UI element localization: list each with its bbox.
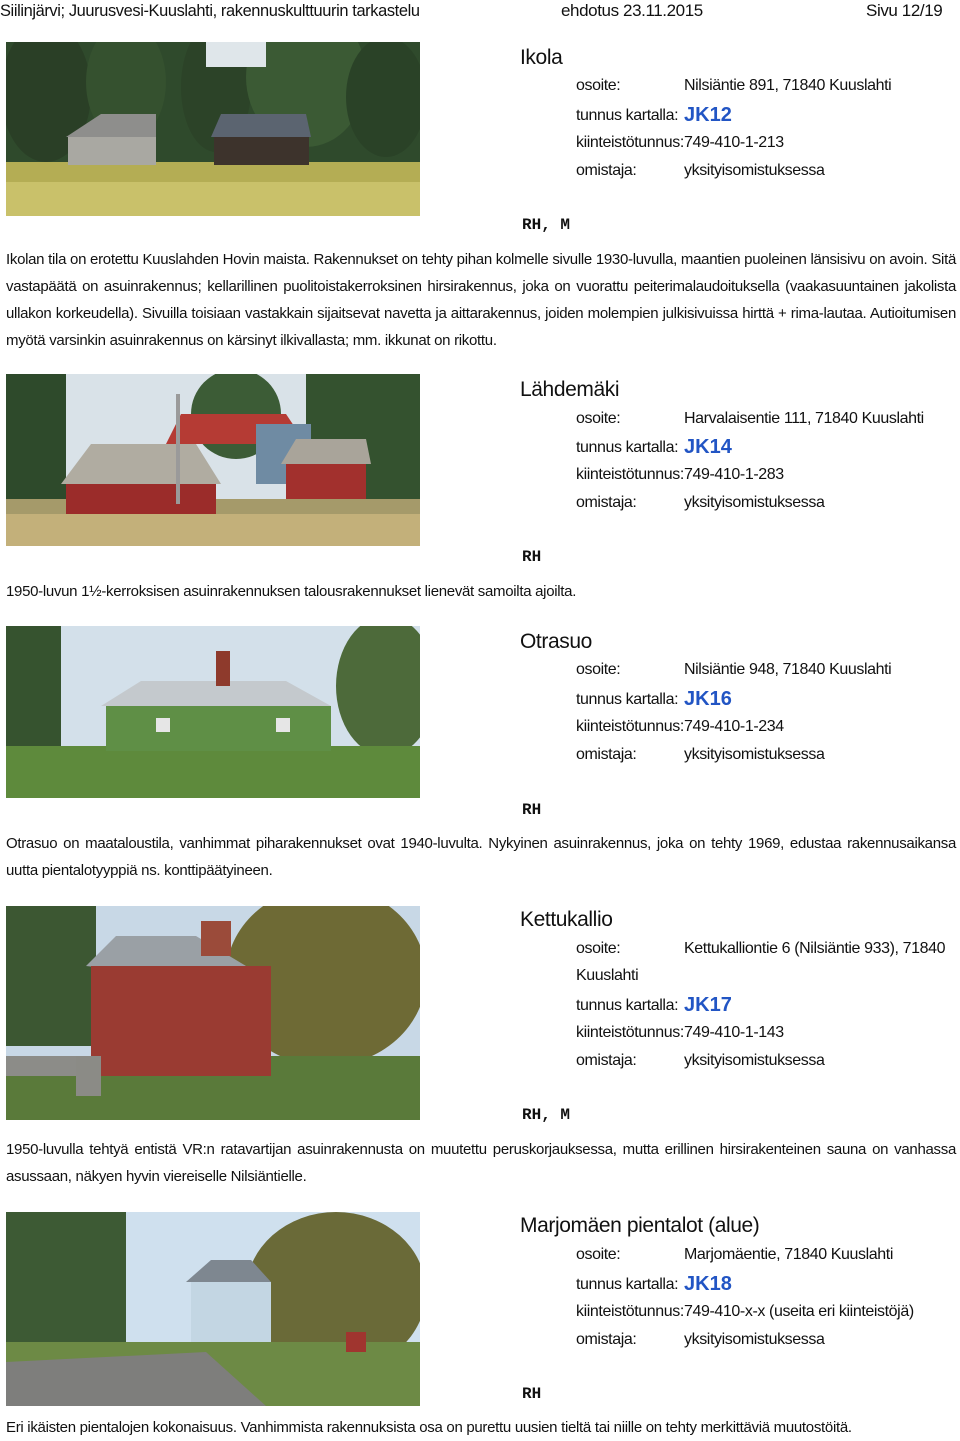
address-value: Marjomäentie, 71840 Kuuslahti (684, 1246, 893, 1263)
map-id-label: tunnus kartalla: (576, 1276, 679, 1293)
address-value: Harvalaisentie 111, 71840 Kuuslahti (684, 410, 924, 427)
property-id-value: 749-410-1-283 (684, 466, 784, 483)
property-id-value: 749-410-1-143 (684, 1024, 784, 1041)
owner-value: yksityisomistuksessa (684, 494, 825, 511)
photo-lahdemaki (6, 374, 420, 546)
address-label: osoite: (576, 661, 621, 678)
map-id-label: tunnus kartalla: (576, 691, 679, 708)
classification-code: RH, M (522, 216, 571, 234)
page-header (0, 0, 960, 26)
map-id-value: JK17 (684, 994, 732, 1016)
owner-label: omistaja: (576, 746, 637, 763)
map-id-value: JK18 (684, 1273, 732, 1295)
address-label: osoite: (576, 77, 621, 94)
photo-kettukallio (6, 906, 420, 1120)
owner-label: omistaja: (576, 162, 637, 179)
property-id-value: 749-410-1-234 (684, 718, 784, 735)
map-id-label: tunnus kartalla: (576, 107, 679, 124)
property-id-label: kiinteistötunnus: (576, 1024, 684, 1041)
owner-value: yksityisomistuksessa (684, 162, 825, 179)
entry-description: Ikolan tila on erotettu Kuuslahden Hovin maista. Rakennukset on tehty pihan kolmelle sivulle 1930-luvulla, maantien puoleinen länsisivu on avoin. Sitä vastapäätä on asuinrakennus; kellarillinen puolitoistakerroksinen hirsirakennus, joka on vuorattu peiterimalaudoituksella (vaakasuuntainen jakolista ullakon korkeudella). Sivuilla toisiaan vastakkain sijaitsevat navetta ja aittarakennus, joiden molempien julkisivuissa hirttä + rima-lautaa. Autioitumisen myötä varsinkin asuinrakennus on kärsinyt ilkivallasta; mm. ikkunat on rikottu. (6, 251, 956, 349)
entry-title: Lähdemäki (520, 378, 620, 401)
classification-code: RH (522, 1385, 542, 1403)
photo-ikola (6, 42, 420, 216)
photo-otrasuo (6, 626, 420, 798)
property-id-label: kiinteistötunnus: (576, 134, 684, 151)
document-date: ehdotus 23.11.2015 (561, 1, 703, 20)
entry-title: Marjomäen pientalot (alue) (520, 1214, 760, 1237)
document-title: Siilinjärvi; Juurusvesi-Kuuslahti, rakennuskulttuurin tarkastelu (0, 1, 420, 20)
entry-description: 1950-luvun 1½-kerroksisen asuinrakennuksen talousrakennukset lienevät samoilta ajoilta. (6, 583, 577, 600)
map-id-label: tunnus kartalla: (576, 439, 679, 456)
entry-title: Kettukallio (520, 908, 613, 931)
map-id-value: JK16 (684, 688, 732, 710)
property-id-value: 749-410-x-x (useita eri kiinteistöjä) (684, 1303, 914, 1320)
photo-marjomaki (6, 1212, 420, 1406)
map-id-value: JK12 (684, 104, 732, 126)
address-value: Nilsiäntie 948, 71840 Kuuslahti (684, 661, 892, 678)
entry-description: Otrasuo on maataloustila, vanhimmat piharakennukset ovat 1940-luvulta. Nykyinen asuinrakennus, joka on tehty 1969, edustaa rakennusaikansa uutta pientalotyyppiä ns. konttipäätyineen. (6, 835, 956, 879)
owner-value: yksityisomistuksessa (684, 1052, 825, 1069)
property-id-value: 749-410-1-213 (684, 134, 784, 151)
entry-description: Eri ikäisten pientalojen kokonaisuus. Vanhimmista rakennuksista osa on purettu uusien tieltä tai niille on tehty merkittäviä muutostöitä. (6, 1419, 852, 1436)
address-label: osoite: (576, 940, 621, 957)
address-value: Nilsiäntie 891, 71840 Kuuslahti (684, 77, 892, 94)
address-value-line2: Kuuslahti (576, 967, 639, 984)
owner-value: yksityisomistuksessa (684, 746, 825, 763)
classification-code: RH (522, 801, 542, 819)
classification-code: RH, M (522, 1106, 571, 1124)
address-label: osoite: (576, 410, 621, 427)
address-label: osoite: (576, 1246, 621, 1263)
owner-value: yksityisomistuksessa (684, 1331, 825, 1348)
property-id-label: kiinteistötunnus: (576, 718, 684, 735)
property-id-label: kiinteistötunnus: (576, 466, 684, 483)
owner-label: omistaja: (576, 494, 637, 511)
classification-code: RH (522, 548, 542, 566)
entry-description: 1950-luvulla tehtyä entistä VR:n ratavartijan asuinrakennusta on muutettu peruskorjauksessa, mutta erillinen hirsirakenteinen sauna on vanhassa asussaan, näkyen hyvin viereiselle Nilsiäntielle. (6, 1141, 956, 1185)
property-id-label: kiinteistötunnus: (576, 1303, 684, 1320)
map-id-label: tunnus kartalla: (576, 997, 679, 1014)
address-value: Kettukalliontie 6 (Nilsiäntie 933), 71840 (684, 940, 946, 957)
owner-label: omistaja: (576, 1052, 637, 1069)
entry-title: Otrasuo (520, 630, 592, 653)
owner-label: omistaja: (576, 1331, 637, 1348)
map-id-value: JK14 (684, 436, 732, 458)
entry-title: Ikola (520, 46, 563, 69)
page-number: Sivu 12/19 (866, 1, 943, 20)
